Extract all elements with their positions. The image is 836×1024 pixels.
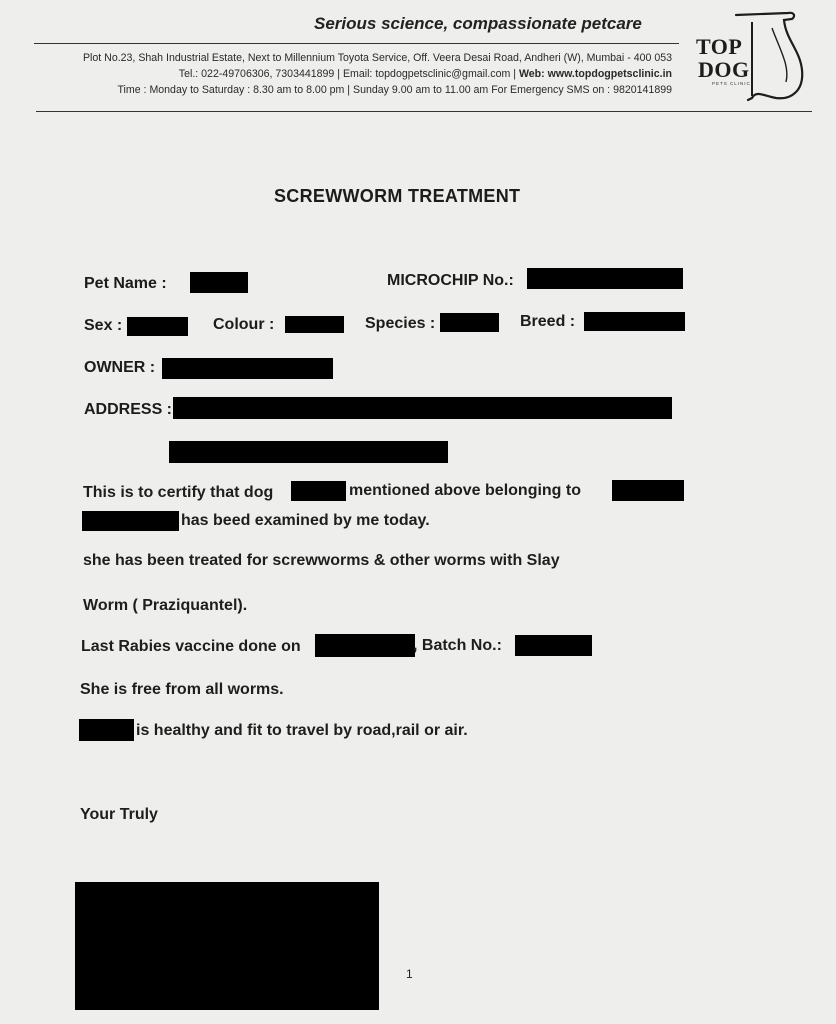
rabies-batch-label: , Batch No.: xyxy=(413,637,502,654)
logo-text-top: TOP xyxy=(696,34,743,59)
redacted-pet-name xyxy=(190,272,248,293)
clinic-contact xyxy=(179,68,672,80)
header-rule-top xyxy=(34,43,679,44)
redacted-signature-block xyxy=(75,882,379,1010)
treatment-line-1: she has been treated for screwworms & other worms with Slay xyxy=(83,552,560,569)
redacted-owner xyxy=(162,358,333,379)
fitness-line: is healthy and fit to travel by road,rail or air. xyxy=(136,722,468,739)
sex-label: Sex : xyxy=(84,317,123,334)
owner-label: OWNER : xyxy=(84,359,156,376)
treatment-line-2: Worm ( Praziquantel). xyxy=(83,597,248,614)
header-rule-bottom xyxy=(36,111,812,112)
logo-text-dog: DOG xyxy=(698,57,750,82)
redacted-microchip xyxy=(527,268,683,289)
redacted-sex xyxy=(127,317,188,336)
clinic-tagline: Serious science, compassionate petcare xyxy=(314,14,642,33)
rabies-text-start: Last Rabies vaccine done on xyxy=(81,638,301,655)
redacted-address-line2 xyxy=(169,441,448,463)
redacted-owner-name xyxy=(612,480,684,501)
worm-free-line: She is free from all worms. xyxy=(80,681,284,698)
document-title: SCREWWORM TREATMENT xyxy=(274,186,521,206)
logo-subtext: PETS CLINIC xyxy=(712,81,751,86)
clinic-contact-text: Tel.: 022-49706306, 7303441899 | Email: topdogpetsclinic@gmail.com | xyxy=(178,68,519,80)
clinic-timings: Time : Monday to Saturday : 8.30 am to 8.00 pm | Sunday 9.00 am to 11.00 am For Emergency SMS on : 9820141899 xyxy=(117,84,672,96)
certify-text-start: This is to certify that dog xyxy=(83,484,274,501)
top-dog-logo xyxy=(692,10,812,105)
clinic-address: Plot No.23, Shah Industrial Estate, Next to Millennium Toyota Service, Off. Veera Desai Road, Andheri (W), Mumbai - 400 053 xyxy=(82,52,672,64)
colour-label: Colour : xyxy=(213,316,275,333)
redacted-rabies-date xyxy=(315,634,415,657)
breed-label: Breed : xyxy=(520,313,576,330)
redacted-dog-name xyxy=(291,481,346,501)
certify-text-end: has beed examined by me today. xyxy=(181,512,430,529)
redacted-species xyxy=(440,313,499,332)
closing-salutation: Your Truly xyxy=(80,806,158,823)
redacted-batch-number xyxy=(515,635,592,656)
address-label: ADDRESS : xyxy=(84,401,173,418)
species-label: Species : xyxy=(365,315,436,332)
microchip-label: MICROCHIP No.: xyxy=(387,272,514,289)
redacted-breed xyxy=(584,312,685,331)
pet-name-label: Pet Name : xyxy=(84,275,167,292)
redacted-pet-name-2 xyxy=(79,719,134,741)
certify-text-middle: mentioned above belonging to xyxy=(349,482,581,499)
clinic-website: Web: www.topdogpetsclinic.in xyxy=(518,68,672,80)
redacted-colour xyxy=(285,316,344,333)
redacted-address-line1 xyxy=(173,397,672,419)
page-number: 1 xyxy=(406,967,413,981)
redacted-owner-name-cont xyxy=(82,511,179,531)
